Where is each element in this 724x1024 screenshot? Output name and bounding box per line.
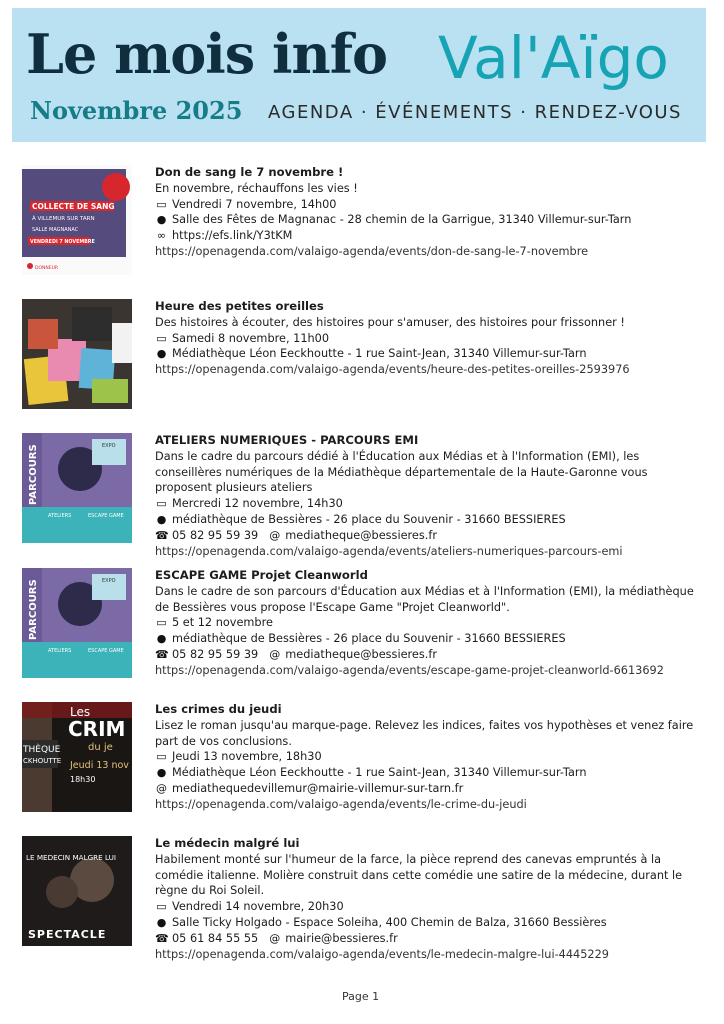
- event-thumbnail: [22, 433, 132, 543]
- event-location: ● Salle des Fêtes de Magnanac - 28 chemin de la Garrigue, 31340 Villemur-sur-Tarn: [156, 213, 632, 227]
- poster-text: PARCOURS: [28, 444, 39, 505]
- event-info: [155, 702, 700, 813]
- event-phone[interactable]: 05 82 95 59 39: [172, 647, 259, 661]
- event-description: Des histoires à écouter, des histoires pour s'amuser, des histoires pour frissonner !: [155, 315, 625, 329]
- event-link[interactable]: ∞ https://efs.link/Y3tKM: [156, 229, 293, 243]
- medecin-poster: [22, 836, 132, 946]
- poster-text: Les: [70, 705, 91, 719]
- event-description: En novembre, réchauffons les vies !: [155, 181, 358, 195]
- calendar-icon: ▭: [156, 331, 167, 345]
- header-banner: [12, 8, 706, 142]
- poster-text: Jeudi 13 nov: [70, 760, 129, 771]
- event-date: ▭ Mercredi 12 novembre, 14h30: [156, 497, 343, 511]
- event-title: ESCAPE GAME Projet Cleanworld: [155, 568, 368, 582]
- event-location: ● Médiathèque Léon Eeckhoutte - 1 rue Saint-Jean, 31340 Villemur-sur-Tarn: [156, 766, 587, 780]
- poster-text: ESCAPE GAME: [88, 648, 124, 654]
- event-date: ▭ 5 et 12 novembre: [156, 616, 273, 630]
- event-title: ATELIERS NUMERIQUES - PARCOURS EMI: [155, 433, 419, 447]
- at-icon: @: [269, 528, 281, 542]
- event-email[interactable]: mediatheque@bessieres.fr: [285, 528, 437, 542]
- event-title: Les crimes du jeudi: [155, 702, 282, 716]
- map-pin-icon: ●: [156, 347, 167, 361]
- event-description: Lisez le roman jusqu'au marque-page. Relevez les indices, faites vos hypothèses et venez faire part de vos conclusions.: [155, 718, 694, 748]
- phone-icon: ☎: [155, 647, 169, 661]
- at-icon: @: [156, 781, 167, 795]
- event-title: Don de sang le 7 novembre !: [155, 165, 344, 179]
- event-contact: [155, 647, 700, 663]
- event-phone[interactable]: 05 61 84 55 55: [172, 931, 259, 945]
- event-url[interactable]: https://openagenda.com/valaigo-agenda/events/don-de-sang-le-7-novembre: [155, 244, 589, 258]
- event-email[interactable]: mairie@bessieres.fr: [285, 931, 398, 945]
- event-email[interactable]: mediathequedevillemur@mairie-villemur-sur-tarn.fr: [172, 781, 464, 795]
- event-thumbnail: [22, 165, 132, 275]
- phone-icon: ☎: [155, 528, 169, 542]
- event-location: ● Médiathèque Léon Eeckhoutte - 1 rue Saint-Jean, 31340 Villemur-sur-Tarn: [156, 347, 587, 361]
- poster-text: EXPO: [102, 578, 116, 584]
- event-location: ● médiathèque de Bessières - 26 place du Souvenir - 31660 BESSIERES: [156, 632, 566, 646]
- event-contact: [155, 528, 700, 544]
- event-thumbnail: [22, 299, 132, 409]
- brand-logo: Val'Aïgo: [438, 24, 669, 92]
- event-info: [155, 433, 700, 559]
- event-thumbnail: [22, 702, 132, 812]
- books-photo: [22, 299, 132, 409]
- month-label: Novembre 2025: [30, 96, 243, 125]
- poster-text: PARCOURS: [28, 579, 39, 640]
- calendar-icon: ▭: [156, 497, 167, 511]
- poster-text: COLLECTE DE SANG: [32, 202, 115, 211]
- calendar-icon: ▭: [156, 616, 167, 630]
- poster-text: EXPO: [102, 443, 116, 449]
- event-description: Dans le cadre de son parcours d'Éducation aux Médias et à l'Information (EMI), la médiathèque de Bessières vous propose l'Escape Game "Projet Cleanworld".: [155, 584, 694, 614]
- poster-text: SALLE MAGNANAC: [32, 227, 79, 233]
- blood-drive-poster: [22, 165, 132, 275]
- event-date: ▭ Samedi 8 novembre, 11h00: [156, 331, 330, 345]
- event-contact: [155, 781, 700, 797]
- map-pin-icon: ●: [156, 915, 167, 929]
- event-email[interactable]: mediatheque@bessieres.fr: [285, 647, 437, 661]
- event-info: [155, 568, 700, 679]
- poster-text: SPECTACLE: [28, 928, 107, 941]
- poster-text: CKHOUTTE: [23, 757, 62, 765]
- event-location: ● médiathèque de Bessières - 26 place du Souvenir - 31660 BESSIERES: [156, 512, 566, 526]
- event-url[interactable]: https://openagenda.com/valaigo-agenda/events/heure-des-petites-oreilles-2593976: [155, 363, 630, 377]
- link-icon: ∞: [156, 229, 167, 243]
- page-title: Le mois info: [26, 22, 388, 86]
- poster-text: DONNEUR: [35, 266, 59, 271]
- tagline: AGENDA · ÉVÉNEMENTS · RENDEZ-VOUS: [268, 102, 682, 123]
- calendar-icon: ▭: [156, 750, 167, 764]
- event-url[interactable]: https://openagenda.com/valaigo-agenda/events/escape-game-projet-cleanworld-6613692: [155, 663, 664, 677]
- event-info: [155, 299, 700, 378]
- poster-text: À VILLEMUR SUR TARN: [32, 216, 95, 222]
- event-location: ● Salle Ticky Holgado - Espace Soleiha, 400 Chemin de Balza, 31660 Bessières: [156, 915, 607, 929]
- event-info: [155, 165, 700, 260]
- event-title: Le médecin malgré lui: [155, 836, 300, 850]
- poster-text: LE MEDECIN MALGRE LUI: [26, 853, 116, 862]
- event-thumbnail: [22, 568, 132, 678]
- event-date: ▭ Vendredi 7 novembre, 14h00: [156, 197, 337, 211]
- event-phone[interactable]: 05 82 95 59 39: [172, 528, 259, 542]
- map-pin-icon: ●: [156, 632, 167, 646]
- parcours-poster: [22, 568, 132, 678]
- event-title: Heure des petites oreilles: [155, 299, 324, 313]
- event-date: ▭ Vendredi 14 novembre, 20h30: [156, 900, 344, 914]
- map-pin-icon: ●: [156, 213, 167, 227]
- event-url[interactable]: https://openagenda.com/valaigo-agenda/events/ateliers-numeriques-parcours-emi: [155, 544, 623, 558]
- crimes-poster: [22, 702, 132, 812]
- parcours-poster: [22, 433, 132, 543]
- event-description: Habilement monté sur l'humeur de la farce, la pièce reprend des canevas empruntés à la comédie italienne. Molière construit dans cette comédie une satire de la médecine, durant le règne du Roi Soleil.: [155, 852, 683, 898]
- phone-icon: ☎: [155, 931, 169, 945]
- map-pin-icon: ●: [156, 512, 167, 526]
- poster-text: du je: [88, 742, 113, 753]
- page-number: Page 1: [342, 990, 380, 1003]
- event-url[interactable]: https://openagenda.com/valaigo-agenda/events/le-medecin-malgre-lui-4445229: [155, 947, 609, 961]
- event-url[interactable]: https://openagenda.com/valaigo-agenda/events/le-crime-du-jeudi: [155, 797, 527, 811]
- map-pin-icon: ●: [156, 766, 167, 780]
- poster-text: 18h30: [70, 775, 96, 784]
- at-icon: @: [269, 647, 281, 661]
- event-description: Dans le cadre du parcours dédié à l'Éducation aux Médias et à l'Information (EMI), les conseillères numériques de la Médiathèque départementale de la Haute-Garonne vous proposent plusieurs ateliers: [155, 449, 648, 495]
- event-date: ▭ Jeudi 13 novembre, 18h30: [156, 750, 322, 764]
- poster-text: CRIM: [68, 717, 126, 741]
- calendar-icon: ▭: [156, 900, 167, 914]
- poster-text: ATELIERS: [48, 648, 72, 654]
- poster-text: ATELIERS: [48, 513, 72, 519]
- poster-text: ESCAPE GAME: [88, 513, 124, 519]
- event-info: [155, 836, 700, 962]
- poster-text: THÈQUE: [23, 745, 61, 755]
- at-icon: @: [269, 931, 281, 945]
- event-thumbnail: [22, 836, 132, 946]
- event-contact: [155, 931, 700, 947]
- calendar-icon: ▭: [156, 197, 167, 211]
- poster-text: VENDREDI 7 NOVEMBRE: [30, 240, 95, 245]
